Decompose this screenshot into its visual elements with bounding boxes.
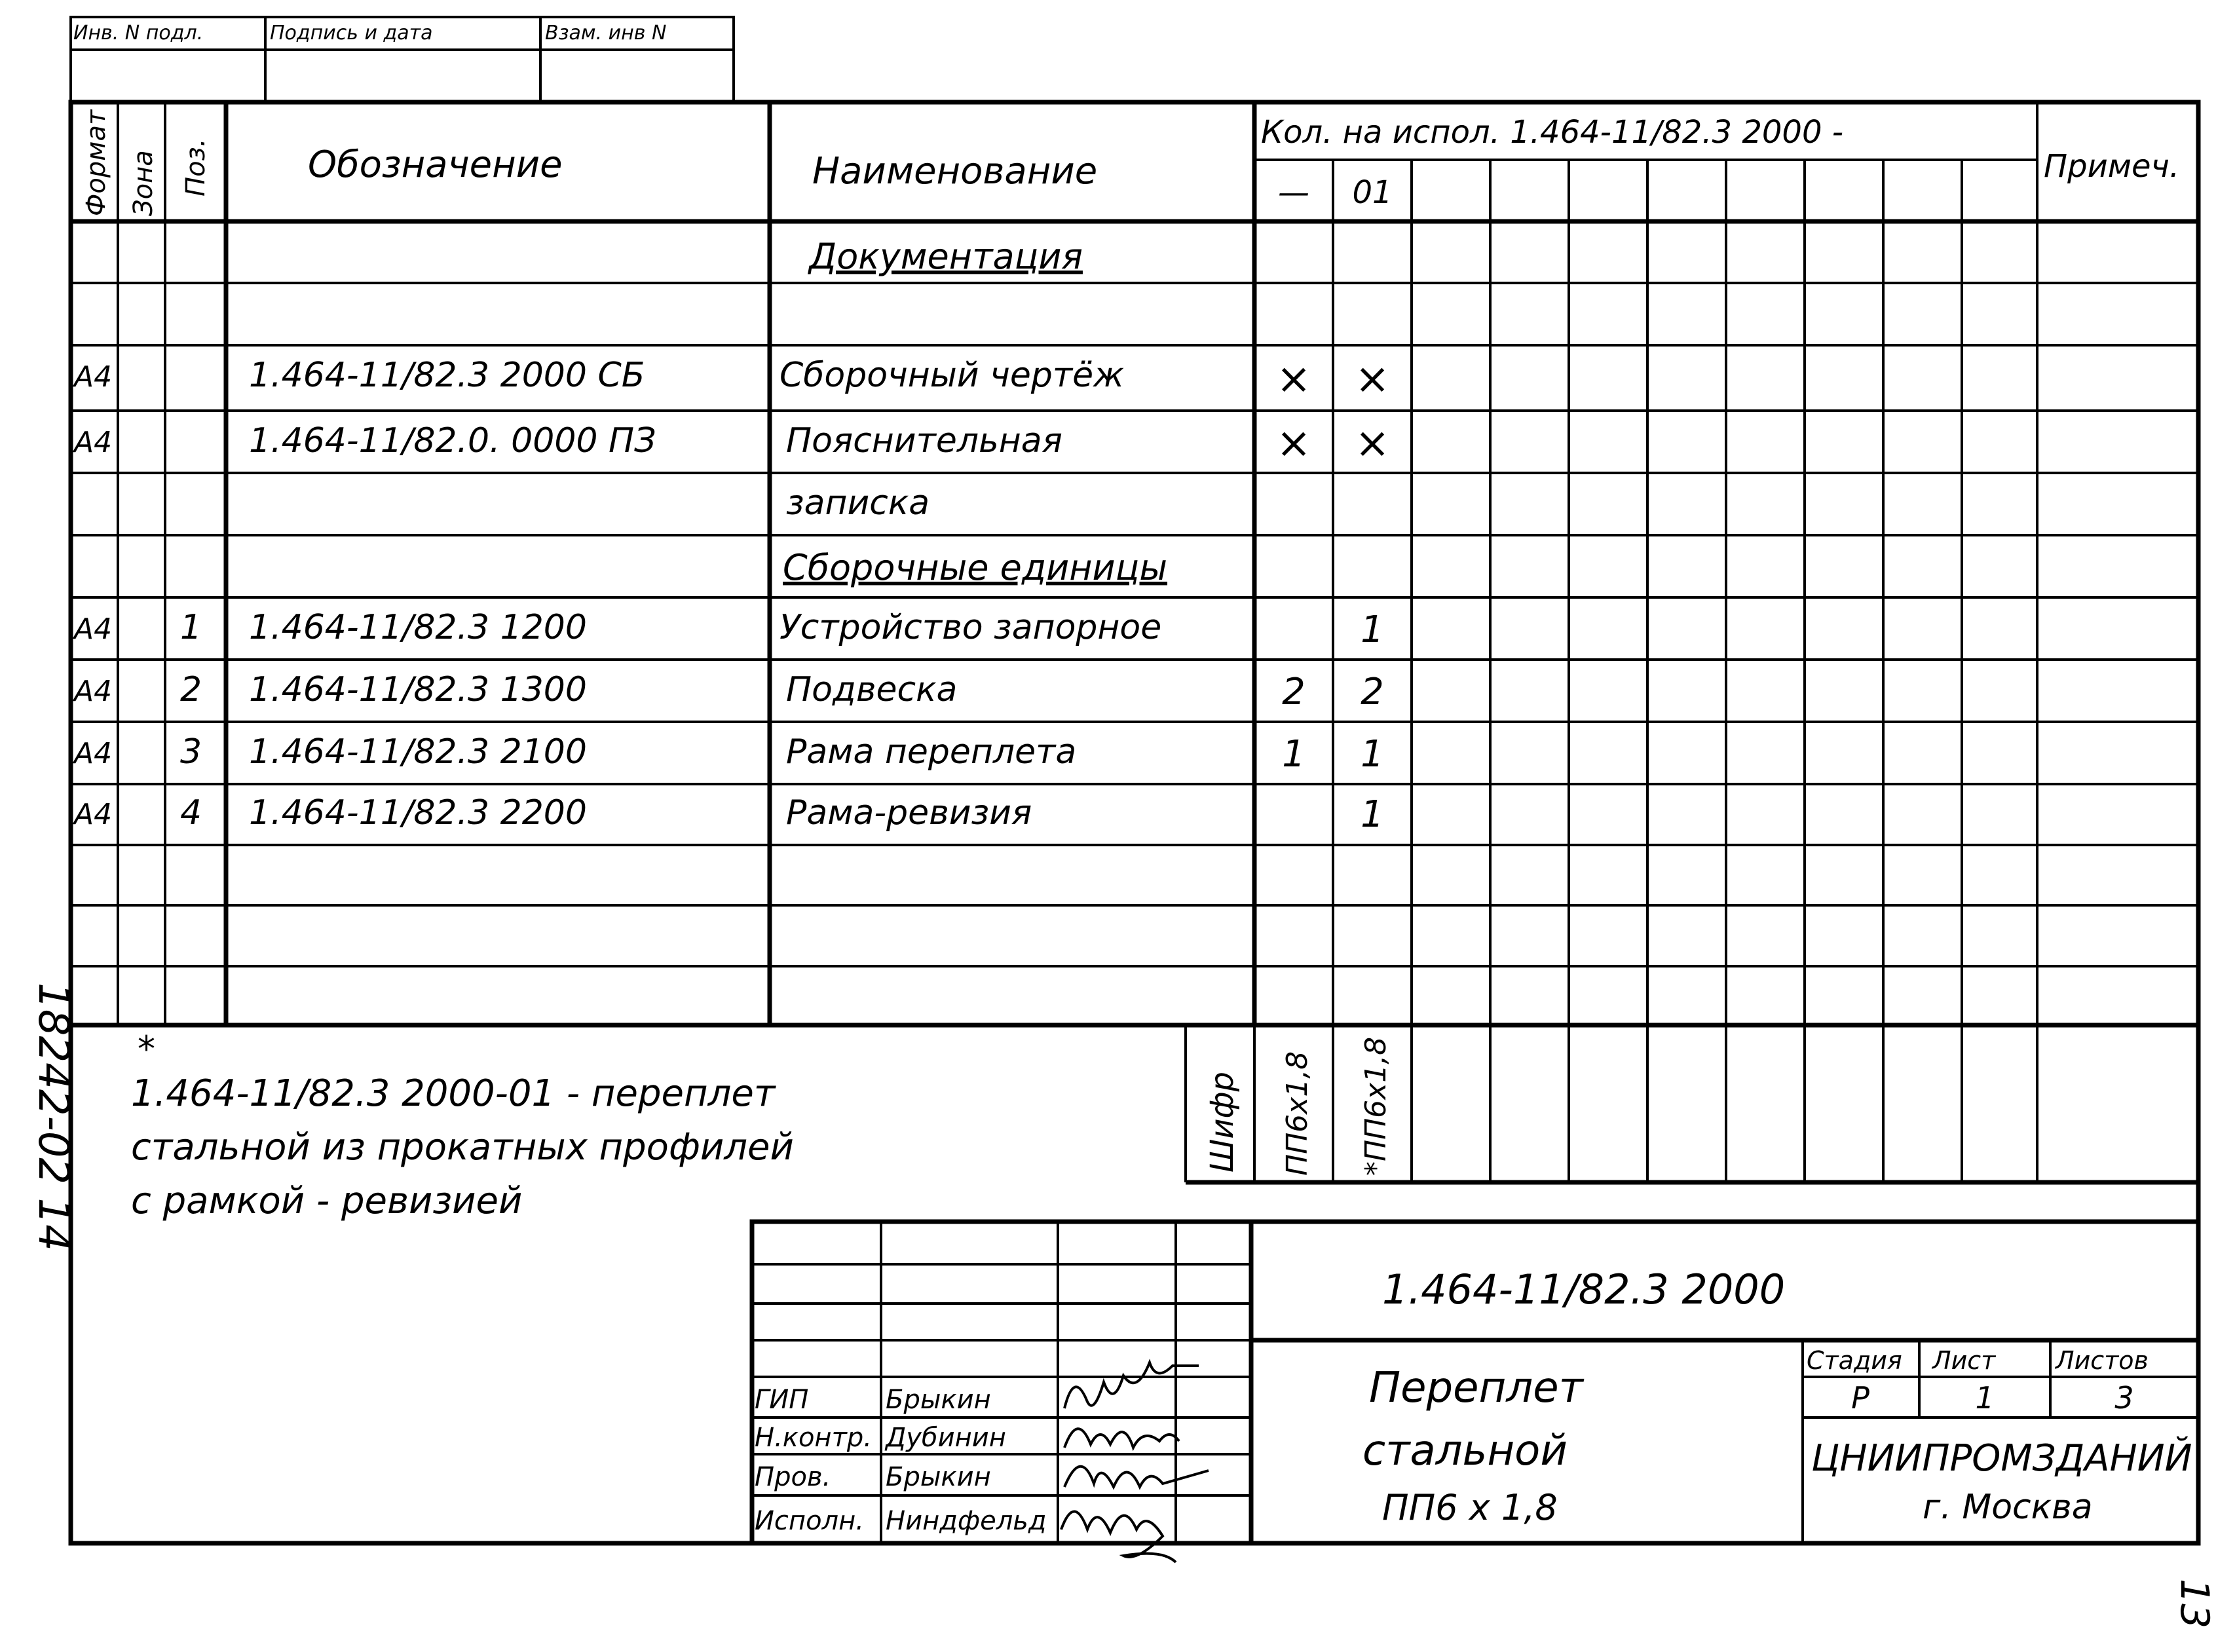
cell-poz: 3	[180, 732, 202, 772]
header-variant-01: 01	[1352, 174, 1393, 211]
cell-k0: 1	[1282, 733, 1305, 776]
cell-naimenovanie: Устройство запорное	[779, 608, 1162, 647]
cell-k0: ×	[1276, 419, 1311, 468]
list-label: Лист	[1932, 1346, 1996, 1375]
header-variant-0: —	[1278, 174, 1309, 211]
cell-oboznachenie: 1.464-11/82.3 2200	[249, 793, 587, 833]
cell-naimenovanie: Рама-ревизия	[786, 793, 1032, 833]
stamp-vzam-inv: Взам. инв N	[545, 22, 667, 45]
cell-poz: 4	[180, 793, 202, 833]
section-assembly-units: Сборочные единицы	[783, 547, 1168, 588]
header-kol-na-ispol: Кол. на испол. 1.464-11/82.3 2000 -	[1261, 114, 1844, 151]
cell-naimenovanie: Рама переплета	[786, 732, 1077, 772]
signature-2	[1064, 1429, 1179, 1448]
page-number: 13	[2171, 1579, 2217, 1629]
header-primech: Примеч.	[2044, 148, 2180, 185]
cell-k1: ×	[1355, 419, 1390, 468]
organization-name: ЦНИИПРОМЗДАНИЙ	[1811, 1437, 2192, 1480]
stadia-label: Стадия	[1807, 1346, 1902, 1375]
cell-format: А4	[74, 360, 113, 394]
cell-naimenovanie: Подвеска	[786, 670, 958, 709]
header-format: Формат	[81, 109, 111, 216]
cell-k1: 1	[1361, 793, 1384, 836]
cell-format: А4	[74, 798, 113, 831]
signer-role: Пров.	[755, 1462, 831, 1492]
footnote-line-1: 1.464-11/82.3 2000-01 - переплет	[131, 1072, 776, 1115]
listov-label: Листов	[2056, 1346, 2149, 1375]
signature-1	[1064, 1362, 1199, 1408]
stamp-inv-podl: Инв. N подл.	[73, 22, 204, 45]
spec-table-header	[81, 109, 2179, 216]
signature-4	[1061, 1512, 1176, 1563]
cell-k0: 2	[1282, 671, 1305, 713]
header-oboznachenie: Обозначение	[308, 143, 563, 186]
header-poz: Поз.	[181, 138, 211, 197]
title-name-line-3: ПП6 х 1,8	[1382, 1487, 1558, 1528]
cell-naimenovanie: Сборочный чертёж	[779, 356, 1124, 395]
title-block	[752, 1222, 2198, 1562]
cell-k1: 1	[1361, 733, 1384, 776]
table-row	[783, 547, 1167, 588]
cell-oboznachenie: 1.464-11/82.3 2000 СБ	[249, 356, 645, 395]
cell-format: А4	[74, 612, 113, 646]
footnote	[131, 1028, 794, 1222]
margin-side-number: 18242-02 14	[29, 983, 77, 1251]
cell-k1: 2	[1361, 671, 1384, 713]
cell-poz: 1	[180, 608, 202, 647]
header-naimenovanie: Наименование	[812, 150, 1098, 193]
cell-k0: ×	[1276, 355, 1311, 404]
footnote-star: *	[138, 1028, 155, 1070]
cell-k1: ×	[1355, 355, 1390, 404]
signer-name: Дубинин	[886, 1423, 1006, 1453]
table-row	[72, 355, 1390, 404]
shifr-value-01: *ПП6х1,8	[1359, 1036, 1393, 1176]
stadia-value: Р	[1851, 1380, 1869, 1416]
cell-oboznachenie: 1.464-11/82.0. 0000 ПЗ	[249, 421, 656, 460]
organization-city: г. Москва	[1923, 1488, 2093, 1527]
cell-format: А4	[74, 675, 113, 708]
cell-naimenovanie: записка	[786, 483, 930, 523]
cell-oboznachenie: 1.464-11/82.3 2100	[249, 732, 587, 772]
cell-oboznachenie: 1.464-11/82.3 1200	[249, 608, 587, 647]
table-row	[786, 483, 930, 523]
cell-poz: 2	[180, 670, 202, 709]
signer-role: ГИП	[755, 1385, 809, 1415]
header-zona: Зона	[128, 150, 159, 216]
table-row	[72, 670, 1384, 713]
shifr-value-0: ПП6х1,8	[1281, 1051, 1314, 1176]
table-row	[72, 608, 1384, 651]
signer-name: Брыкин	[886, 1385, 991, 1415]
cell-format: А4	[74, 737, 113, 770]
title-name-line-1: Переплет	[1369, 1364, 1583, 1412]
signature-3	[1064, 1467, 1209, 1487]
top-stamp	[71, 17, 734, 102]
title-name-line-2: стальной	[1362, 1427, 1568, 1475]
listov-value: 3	[2114, 1380, 2134, 1416]
table-row	[72, 419, 1390, 468]
stamp-podpis-data: Подпись и дата	[270, 22, 433, 45]
footnote-line-2: стальной из прокатных профилей	[131, 1126, 794, 1169]
table-row	[808, 236, 1083, 277]
document-designation: 1.464-11/82.3 2000	[1382, 1266, 1786, 1313]
list-value: 1	[1975, 1380, 1995, 1416]
signer-role: Н.контр.	[755, 1423, 872, 1453]
footnote-line-3: с рамкой - ревизией	[131, 1180, 523, 1222]
signer-name: Брыкин	[886, 1462, 991, 1492]
shifr-block	[1186, 1025, 2198, 1182]
cell-format: А4	[74, 426, 113, 459]
cell-k1: 1	[1361, 609, 1384, 651]
signer-name: Ниндфельд	[886, 1506, 1047, 1536]
cell-oboznachenie: 1.464-11/82.3 1300	[249, 670, 587, 709]
table-row	[72, 732, 1384, 776]
section-documentation: Документация	[809, 236, 1083, 277]
table-row	[72, 793, 1384, 836]
cell-naimenovanie: Пояснительная	[786, 421, 1062, 460]
shifr-label: Шифр	[1204, 1071, 1241, 1173]
signer-role: Исполн.	[755, 1506, 864, 1536]
